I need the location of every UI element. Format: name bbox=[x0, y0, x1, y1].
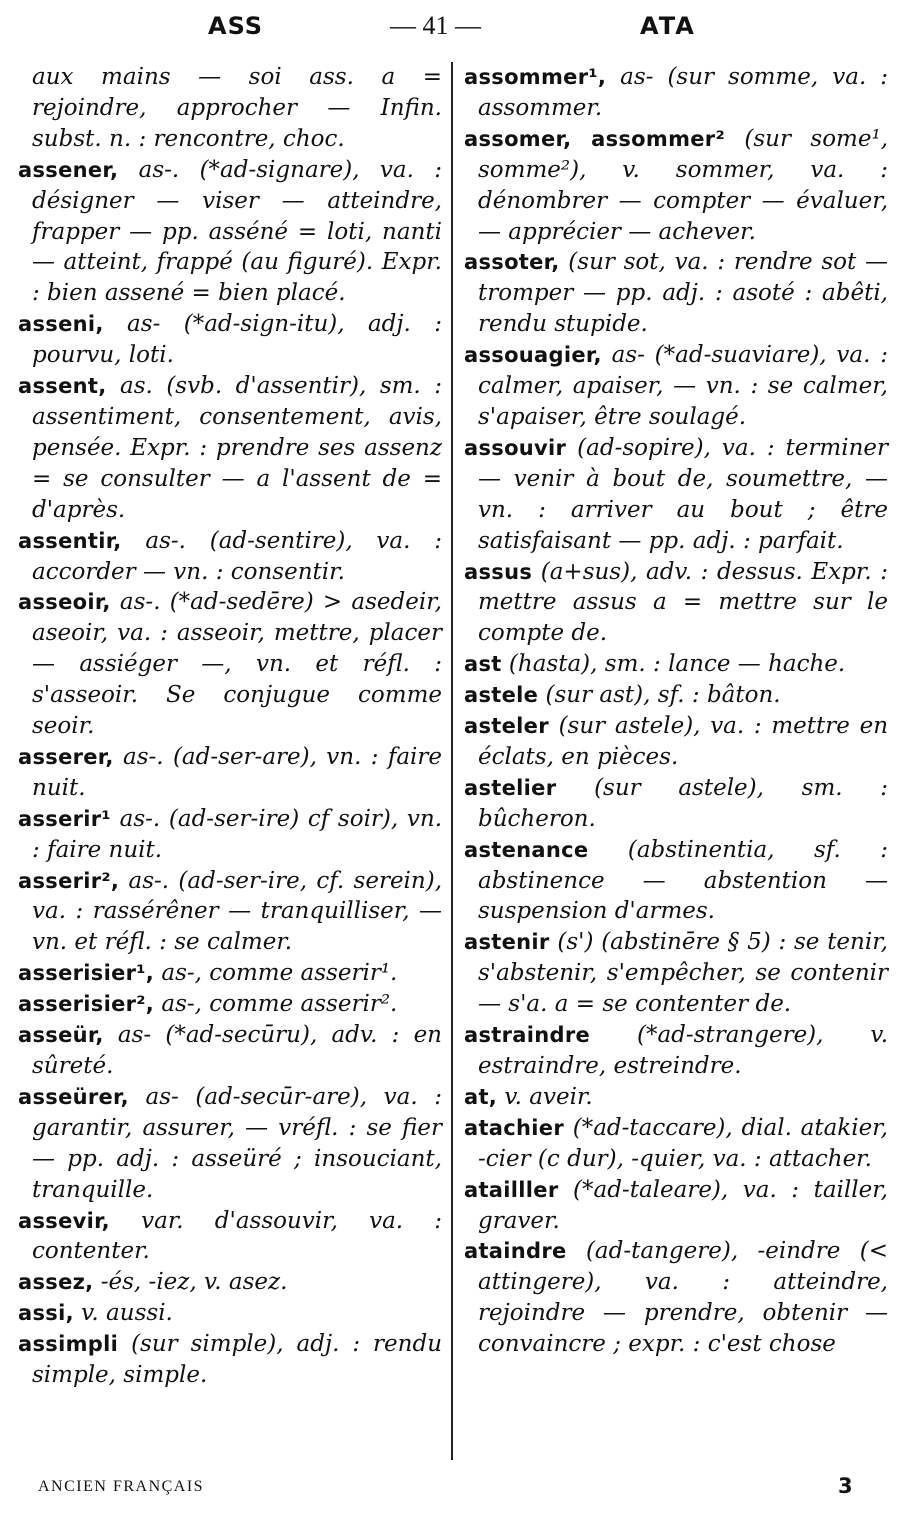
entry-definition: as. (svb. d'assentir), sm. : assentiment, consentement, avis, pensée. Expr. : prendre ses assenz = se consulter — a l'assent de = d'après. bbox=[32, 373, 443, 523]
headword: assoter, bbox=[464, 250, 560, 275]
headword: assommer¹, bbox=[464, 65, 607, 89]
dictionary-entry bbox=[18, 1020, 442, 1082]
headword: ataindre bbox=[464, 1239, 567, 1264]
entry-definition: (ad-tangere), -eindre (< attingere), va. : atteindre, rejoindre — prendre, obtenir — convaincre ; expr. : c'est chose bbox=[478, 1238, 889, 1358]
dictionary-entry bbox=[464, 711, 888, 773]
dictionary-entry bbox=[464, 1175, 888, 1237]
headword: atailller bbox=[464, 1177, 559, 1202]
entry-definition: as- (*ad-secūru), adv. : en sûreté. bbox=[32, 1022, 442, 1079]
entry-definition: as-. (ad-ser-are), vn. : faire nuit. bbox=[32, 743, 442, 801]
entry-definition: (sur simple), adj. : rendu simple, simple. bbox=[32, 1331, 443, 1389]
dictionary-entry bbox=[18, 1329, 442, 1391]
headword: assimpli bbox=[18, 1332, 119, 1357]
entry-definition: as- (*ad-sign-itu), adj. : pourvu, loti. bbox=[32, 311, 442, 369]
dictionary-entry bbox=[464, 773, 888, 835]
dictionary-entry bbox=[464, 433, 888, 557]
footer-title: ANCIEN FRANÇAIS bbox=[38, 1478, 205, 1495]
dictionary-entry bbox=[18, 371, 442, 526]
entry-definition: (sur sot, va. : rendre sot — tromper — pp. adj. : asoté : abêti, rendu stupide. bbox=[478, 249, 889, 338]
dictionary-entry bbox=[464, 124, 888, 248]
headword: assez, bbox=[18, 1270, 94, 1295]
entry-definition: as-, comme asserir¹. bbox=[161, 960, 398, 987]
dictionary-entry bbox=[18, 1206, 442, 1268]
column-divider bbox=[451, 62, 453, 1460]
running-head-left: ASS bbox=[208, 12, 264, 40]
entry-definition: as- (ad-secūr-are), va. : garantir, assurer, — vréfl. : se fier — pp. adj. : asseüré ; insouciant, tranquille. bbox=[32, 1083, 442, 1203]
headword: asserisier², bbox=[18, 992, 155, 1017]
dictionary-entry bbox=[464, 927, 888, 1020]
entry-definition: as-. (ad-sentire), va. : accorder — vn. : consentir. bbox=[32, 527, 442, 585]
dictionary-entry bbox=[18, 804, 442, 866]
dictionary-entry bbox=[18, 958, 442, 989]
entry-definition: (ad-sopire), va. : terminer — venir à bout de, soumettre, — vn. : arriver au bout ; être satisfaisant — pp. adj. : parfait. bbox=[478, 434, 888, 554]
dictionary-entry bbox=[464, 1020, 888, 1082]
page-number-header: — 41 — bbox=[390, 11, 481, 40]
dictionary-entry bbox=[464, 247, 888, 340]
entry-definition: (a+sus), adv. : dessus. Expr. : mettre assus a = mettre sur le compte de. bbox=[478, 558, 889, 647]
footer-signature: 3 bbox=[838, 1474, 853, 1498]
dictionary-entry bbox=[464, 62, 888, 124]
dictionary-entry bbox=[18, 989, 442, 1020]
dictionary-entry bbox=[464, 1236, 888, 1360]
headword: asteler bbox=[464, 714, 549, 739]
entry-definition: aux mains — soi ass. a = rejoindre, approcher — Infin. subst. n. : rencontre, choc. bbox=[32, 64, 442, 152]
headword: asserir¹ bbox=[18, 806, 111, 831]
headword: asseürer, bbox=[18, 1084, 129, 1109]
entry-definition: v. aveir. bbox=[504, 1083, 593, 1110]
dictionary-entry bbox=[18, 1267, 442, 1298]
entry-definition: (*ad-taccare), dial. atakier, -cier (c dur), -quier, va. : attacher. bbox=[478, 1114, 888, 1172]
entry-definition: as-. (*ad-signare), va. : désigner — viser — atteindre, frapper — pp. asséné = loti, nanti — atteint, frappé (au figuré). Expr. : bien assené = bien placé. bbox=[32, 156, 443, 307]
entry-definition: (sur astele), va. : mettre en éclats, en pièces. bbox=[478, 713, 889, 770]
entry-definition: as-, comme asserir². bbox=[161, 991, 398, 1018]
headword: astelier bbox=[464, 775, 557, 800]
dictionary-entry bbox=[464, 340, 888, 433]
entry-definition: -és, -iez, v. asez. bbox=[100, 1269, 288, 1296]
dictionary-entry bbox=[18, 62, 442, 155]
dictionary-entry bbox=[464, 1082, 888, 1113]
entry-definition: as- (*ad-suaviare), va. : calmer, apaiser, — vn. : se calmer, s'apaiser, être soulagé. bbox=[478, 342, 888, 430]
dictionary-entry bbox=[464, 680, 888, 711]
entry-definition: as- (sur somme, va. : assommer. bbox=[478, 64, 889, 121]
headword: assus bbox=[464, 559, 533, 584]
dictionary-entry bbox=[18, 309, 442, 371]
dictionary-entry bbox=[18, 155, 442, 310]
headword: asserer, bbox=[18, 744, 114, 769]
headword: assentir, bbox=[18, 528, 122, 553]
headword: assi, bbox=[18, 1301, 74, 1326]
dictionary-entry bbox=[464, 649, 888, 680]
entry-definition: (abstinentia, sf. : abstinence — abstention — suspension d'armes. bbox=[478, 836, 888, 925]
headword: assouagier, bbox=[464, 343, 602, 368]
entry-definition: (sur astele), sm. : bûcheron. bbox=[478, 774, 889, 832]
entry-definition: v. aussi. bbox=[81, 1300, 173, 1327]
headword: astele bbox=[464, 683, 539, 708]
dictionary-entry bbox=[18, 526, 442, 588]
entry-definition: (hasta), sm. : lance — hache. bbox=[508, 651, 846, 678]
headword: ast bbox=[464, 652, 502, 677]
headword: asseür, bbox=[18, 1023, 104, 1048]
headword: assouvir bbox=[464, 435, 567, 460]
dictionary-entry bbox=[18, 742, 442, 804]
headword: assevir, bbox=[18, 1208, 110, 1233]
headword: astraindre bbox=[464, 1023, 591, 1048]
entry-definition: as-. (ad-ser-ire) cf soir), vn. : faire nuit. bbox=[32, 805, 443, 863]
entry-definition: (*ad-strangere), v. estraindre, estreindre. bbox=[478, 1022, 889, 1079]
headword: asseoir, bbox=[18, 590, 111, 615]
headword: asserir², bbox=[18, 868, 120, 893]
headword: asseni, bbox=[18, 312, 104, 337]
headword: atachier bbox=[464, 1115, 564, 1140]
dictionary-entry bbox=[464, 557, 888, 650]
dictionary-entry bbox=[18, 1298, 442, 1329]
entry-definition: (s') (abstinēre § 5) : se tenir, s'abstenir, s'empêcher, se contenir — s'a. a = se contenter de. bbox=[478, 929, 888, 1018]
dictionary-entry bbox=[464, 1113, 888, 1175]
dictionary-entry bbox=[18, 587, 442, 742]
dictionary-entry bbox=[464, 835, 888, 928]
headword: assomer, assommer² bbox=[464, 126, 725, 151]
headword: asserisier¹, bbox=[18, 961, 155, 986]
entry-definition: (*ad-taleare), va. : tailler, graver. bbox=[478, 1176, 888, 1234]
headword: assent, bbox=[18, 374, 107, 399]
entry-definition: (sur ast), sf. : bâton. bbox=[545, 682, 781, 709]
headword: at, bbox=[464, 1084, 498, 1109]
dictionary-entry bbox=[18, 1082, 442, 1206]
entry-definition: var. d'assouvir, va. : contenter. bbox=[32, 1207, 443, 1265]
left-column bbox=[18, 62, 442, 1391]
dictionary-entry bbox=[18, 866, 442, 959]
entry-definition: as-. (*ad-sedēre) > asedeir, aseoir, va. : asseoir, mettre, placer — assiéger —, vn. et réfl. : s'asseoir. Se conjugue comme seoir. bbox=[32, 589, 442, 740]
headword: astenir bbox=[464, 930, 550, 955]
running-head-right: ATA bbox=[640, 12, 696, 40]
headword: astenance bbox=[464, 837, 589, 862]
entry-definition: as-. (ad-ser-ire, cf. serein), va. : rassérêner — tranquilliser, — vn. et réfl. : se calmer. bbox=[32, 867, 443, 956]
right-column bbox=[464, 62, 888, 1360]
entry-definition: (sur some¹, somme²), v. sommer, va. : dénombrer — compter — évaluer, — apprécier — achever. bbox=[478, 125, 889, 245]
headword: assener, bbox=[18, 157, 119, 182]
